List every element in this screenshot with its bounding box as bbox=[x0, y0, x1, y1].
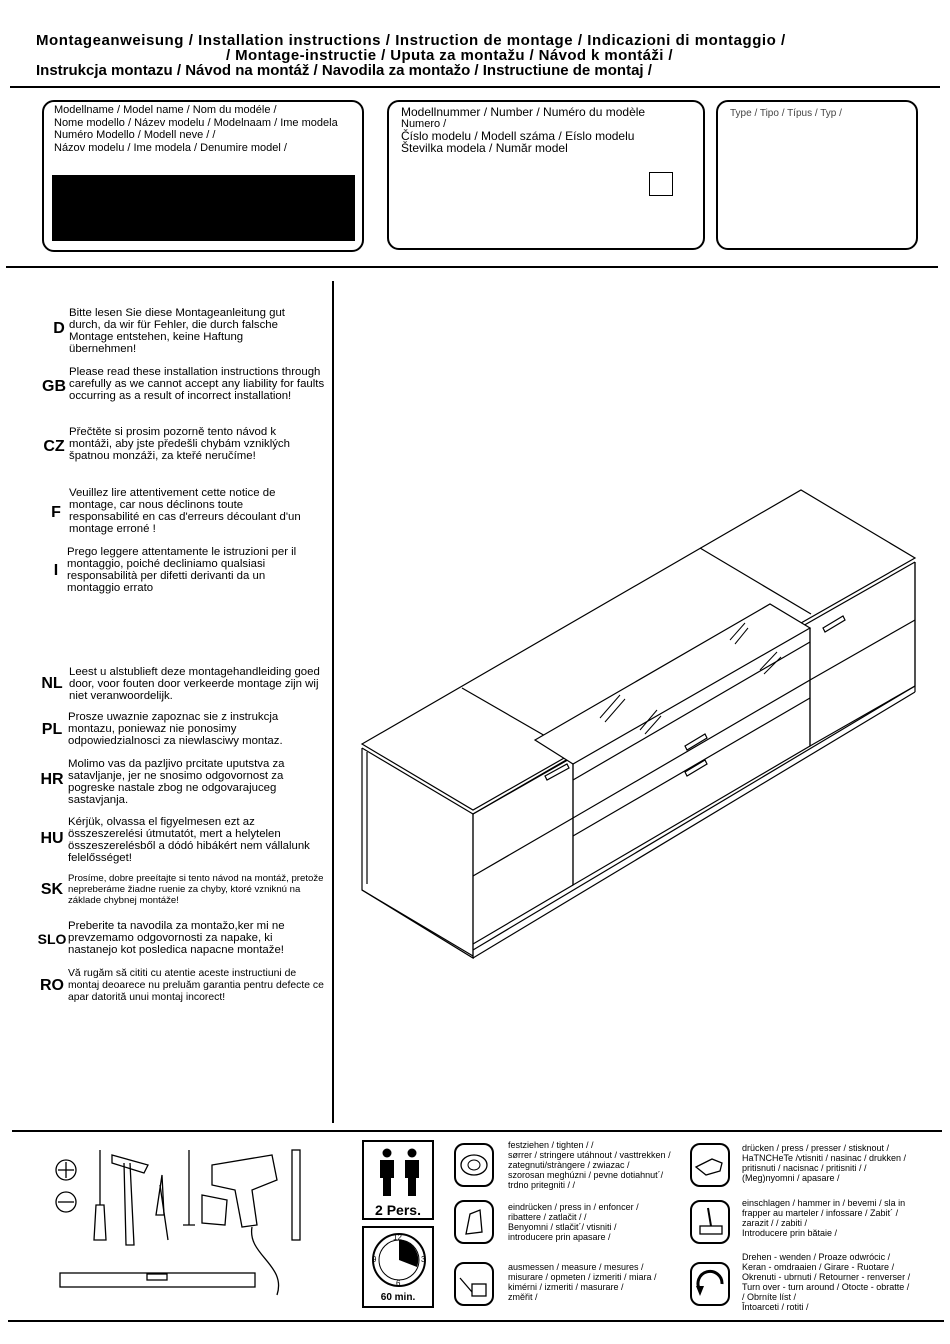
clock-number-9: 9 bbox=[372, 1255, 377, 1264]
model-name-line: Nome modello / Název modelu / Modelnaam / Ime modela bbox=[54, 116, 338, 129]
persons-label: 2 Pers. bbox=[375, 1202, 421, 1218]
model-name-labels bbox=[54, 104, 338, 154]
lang-code-d: D bbox=[53, 320, 65, 337]
model-name-box bbox=[42, 100, 364, 252]
press-in-icon bbox=[454, 1200, 494, 1244]
model-number-line: Modellnummer / Number / Numéro du modèle bbox=[401, 105, 646, 119]
action-text-press bbox=[742, 1143, 917, 1183]
action-line: (Meg)nyomni / apasare / bbox=[742, 1173, 840, 1183]
title-line-1: Montageanweisung / Installation instructions / Instruction de montage / Indicazioni di montaggio / bbox=[36, 32, 786, 49]
lang-code-gb: GB bbox=[42, 378, 66, 395]
model-number-labels bbox=[401, 106, 645, 154]
model-name-line: Názov modelu / Ime modela / Denumire model / bbox=[54, 141, 287, 154]
model-number-checkbox[interactable] bbox=[649, 172, 673, 196]
time-box bbox=[362, 1226, 434, 1308]
action-line: introducere prin apasare / bbox=[508, 1232, 611, 1242]
action-text-tighten bbox=[508, 1140, 683, 1190]
lang-text-sk: Prosíme, dobre preeítajte si tento návod na montáž, pretože nepreberáme žiadne ruenie za chyby, ktoré vzniknú na základe chybnej montáže! bbox=[68, 873, 324, 906]
lang-text-pl: Prosze uwaznie zapoznac sie z instrukcja montazu, poniewaz nie ponosimy odpowiedzialnosci za niewlasciwy montaz. bbox=[68, 711, 283, 747]
lang-text-hr: Molimo vas da pazljivo prcitate uputstva za satavljanje, jer ne snosimo odgovornost za pogreske nastale zbog ne odgovarajuceg sastavjanja. bbox=[68, 758, 285, 806]
action-text-measure bbox=[508, 1262, 683, 1302]
clock-number-12: 12 bbox=[393, 1233, 402, 1242]
action-line: sørrer / stringere utáhnout / vasttrekken / bbox=[508, 1150, 671, 1160]
lang-code-ro: RO bbox=[40, 977, 64, 994]
persons-box bbox=[362, 1140, 434, 1220]
action-line: szorosan meghúzni / pevne dotiahnut´/ bbox=[508, 1170, 664, 1180]
lang-text-hu: Kérjük, olvassa el figyelmesen ezt az összeszerelési útmutatót, mert a helytelen összeszerelésből a dódó hibákért nem vállalunk felelősséget! bbox=[68, 816, 310, 864]
action-line: frapper au marteler / infossare / Zabit´ / bbox=[742, 1208, 899, 1218]
lang-text-d: Bitte lesen Sie diese Montageanleitung gut durch, da wir für Fehler, die durch falsche Montage entstehen, keine Haftung übernehmen! bbox=[69, 307, 285, 355]
footer-divider bbox=[12, 1130, 942, 1132]
action-text-hammer bbox=[742, 1198, 917, 1238]
lang-code-pl: PL bbox=[41, 721, 63, 738]
model-number-line: Številka modela / Număr model bbox=[401, 141, 568, 155]
lang-code-slo: SLO bbox=[37, 931, 67, 947]
action-line: misurare / opmeten / izmeriti / miara / bbox=[508, 1272, 657, 1282]
lang-text-nl: Leest u alstublieft deze montagehandleiding goed door, voor fouten door verkeerde montage zijn wij niet veranwoordelijk. bbox=[69, 666, 320, 702]
lang-text-slo: Preberite ta navodila za montažo,ker mi ne prevzemamo odgovornosti za napake, ki nastanejo kot posledica napacne montaže! bbox=[68, 920, 285, 956]
lang-text-f: Veuillez lire attentivement cette notice de montage, car nous déclinons toute responsabilité en cas d'erreurs découlant d'un montage erroné ! bbox=[69, 487, 301, 535]
lang-code-cz: CZ bbox=[43, 438, 65, 455]
model-name-line: Modellname / Model name / Nom du modéle / bbox=[54, 104, 277, 116]
column-divider bbox=[332, 281, 334, 1123]
turn-over-icon bbox=[690, 1262, 730, 1306]
action-text-press-in bbox=[508, 1202, 683, 1242]
action-line: HaTNCHeTe /vtisniti / nasinac / drukken / bbox=[742, 1153, 907, 1163]
press-hand-icon bbox=[690, 1143, 730, 1187]
action-line: Întoarceti / rotiti / bbox=[742, 1302, 809, 1312]
action-line: Turn over - turn around / Otocte - obratte / bbox=[742, 1282, 910, 1292]
type-box bbox=[716, 100, 918, 250]
lang-code-hr: HR bbox=[40, 771, 64, 788]
model-name-line: Numéro Modello / Modell neve / / bbox=[54, 129, 216, 141]
lang-code-hu: HU bbox=[40, 830, 64, 847]
measure-tape-icon bbox=[454, 1262, 494, 1306]
action-line: ausmessen / measure / mesures / bbox=[508, 1262, 644, 1272]
lang-code-f: F bbox=[51, 504, 61, 521]
action-line: ribattere / zatlačit / / bbox=[508, 1212, 587, 1222]
action-line: Drehen - wenden / Proaze odwrócic / bbox=[742, 1252, 891, 1262]
action-line: trdno pritegniti / / bbox=[508, 1180, 576, 1190]
action-line: Keran - omdraaien / Girare - Ruotare / bbox=[742, 1262, 895, 1272]
time-label: 60 min. bbox=[380, 1292, 416, 1303]
action-line: pritisnuti / nacisnac / pritisniti / / bbox=[742, 1163, 867, 1173]
type-label: Type / Tipo / Típus / Typ / bbox=[730, 108, 842, 119]
clock-number-3: 3 bbox=[421, 1255, 426, 1264]
action-line: kimérni / izmeriti / masurare / bbox=[508, 1282, 624, 1292]
title-line-3: Instrukcja montazu / Návod na montáž / Navodila za montažo / Instructiune de montaj / bbox=[36, 62, 652, 79]
header-divider bbox=[10, 86, 940, 88]
action-line: eindrücken / press in / enfoncer / bbox=[508, 1202, 639, 1212]
two-persons-icon bbox=[376, 1148, 424, 1198]
model-number-box bbox=[387, 100, 705, 250]
lang-code-nl: NL bbox=[41, 675, 63, 692]
action-line: Okrenuti - ubrnuti / Retourner - renverser / bbox=[742, 1272, 911, 1282]
model-number-line: Číslo modelu / Modell száma / Eíslo modelu bbox=[401, 129, 635, 143]
lang-code-sk: SK bbox=[40, 881, 64, 898]
action-line: einschlagen / hammer in / bevemi / sla in bbox=[742, 1198, 906, 1208]
model-number-line: Numero / bbox=[401, 118, 447, 130]
title-line-2: / Montage-instructie / Uputa za montažu / Návod k montáži / bbox=[226, 47, 673, 64]
action-line: Introducere prin bătaie / bbox=[742, 1228, 838, 1238]
action-text-turn-over bbox=[742, 1252, 917, 1312]
lang-code-i: I bbox=[53, 562, 59, 579]
tape-roll-icon bbox=[454, 1143, 494, 1187]
sideboard-illustration bbox=[345, 480, 935, 960]
action-line: zarazit / / zabiti / bbox=[742, 1218, 808, 1228]
action-line: změřit / bbox=[508, 1292, 538, 1302]
clock-number-6: 6 bbox=[396, 1279, 401, 1288]
bottom-divider bbox=[8, 1320, 944, 1322]
action-line: zategnuti/stràngere / zwiazac / bbox=[508, 1160, 630, 1170]
hammer-icon bbox=[690, 1200, 730, 1244]
lang-text-i: Prego leggere attentamente le istruzioni per il montaggio, poiché decliniamo qualsiasi responsabilità per difetti derivanti da un montaggio errato bbox=[67, 546, 297, 594]
action-line: drücken / press / presser / stisknout / bbox=[742, 1143, 890, 1153]
lang-text-gb: Please read these installation instructions through carefully as we cannot accept any liability for faults occurring as a result of incorrect installation! bbox=[69, 366, 325, 402]
lang-text-cz: Přečtěte si prosim pozorně tento návod k montáži, aby jste předešli chybám vzniklých špatnou monzáži, za kteřé neručíme! bbox=[69, 426, 290, 462]
action-line: festziehen / tighten / / bbox=[508, 1140, 594, 1150]
section-divider bbox=[6, 266, 938, 268]
action-line: Benyomni / stlačit´/ vtisniti / bbox=[508, 1222, 617, 1232]
tools-illustration bbox=[52, 1145, 312, 1305]
model-name-redaction bbox=[52, 175, 355, 241]
action-line: / Obrníte líst / bbox=[742, 1292, 797, 1302]
lang-text-ro: Vă rugăm să cititi cu atentie aceste instructiuni de montaj deoarece nu preluăm garantia pentru defecte ce apar datorită unui montaj incorect! bbox=[68, 968, 324, 1003]
